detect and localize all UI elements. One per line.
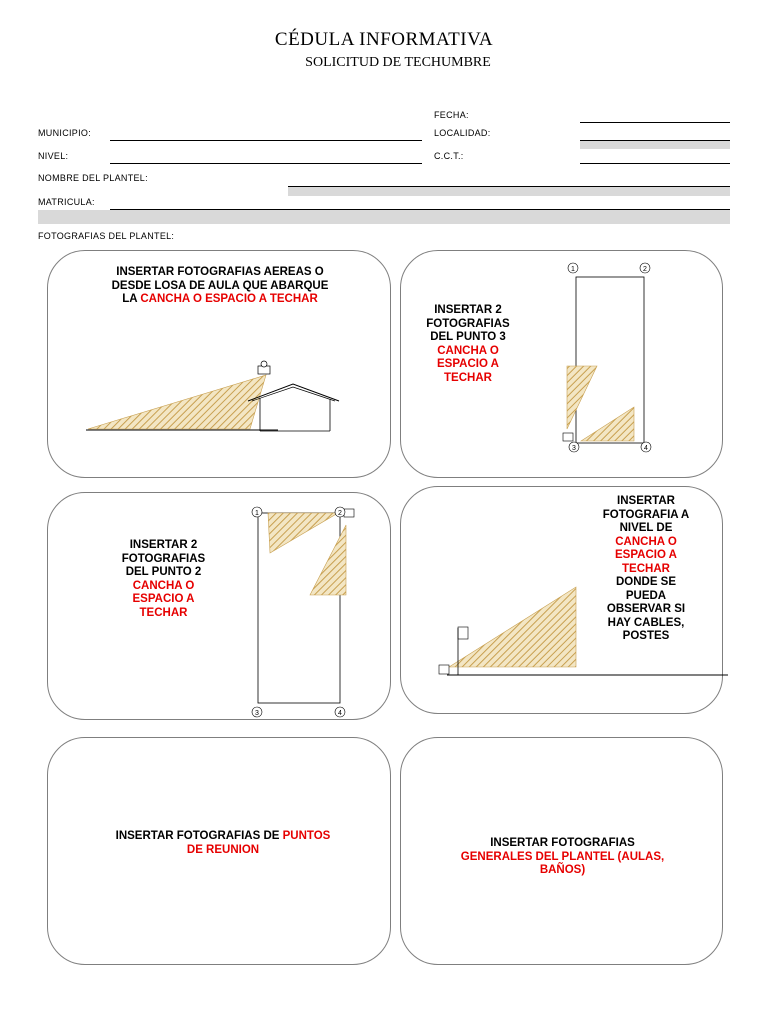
marker-3: 3 <box>572 445 576 452</box>
panel-nivel-text-6: TECHAR <box>622 562 670 575</box>
page-title: CÉDULA INFORMATIVA <box>274 29 494 50</box>
cct-label: C.C.T.: <box>434 151 464 161</box>
aerial-sketch <box>48 251 392 479</box>
nivel-label: NIVEL: <box>38 151 69 161</box>
panel-nivel-text-4: CANCHA O <box>615 535 677 548</box>
panel-p2-text-4: CANCHA O <box>132 579 195 592</box>
municipio-field[interactable] <box>110 140 422 141</box>
nombre-plantel-shade <box>288 187 730 196</box>
photo-panel-punto-2[interactable] <box>47 492 391 720</box>
panel-p2-text-3: DEL PUNTO 2 <box>125 566 202 578</box>
marker-3: 3 <box>255 710 259 717</box>
marker-1: 1 <box>255 510 259 517</box>
panel-nivel-text-7: DONDE SE <box>615 576 677 588</box>
photo-panel-nivel-cancha[interactable] <box>400 486 723 714</box>
page-subtitle: SOLICITUD DE TECHUMBRE <box>305 55 491 70</box>
panel-p2-text-6: TECHAR <box>139 606 188 619</box>
panel-generales-line3: BAÑOS) <box>539 864 586 876</box>
panel-aerial-line3: LA CANCHA O ESPACIO A TECHAR <box>122 293 318 305</box>
panel-p3-text-1: INSERTAR 2 <box>434 304 502 316</box>
panel-reunion-line2: DE REUNION <box>186 843 260 856</box>
marker-1: 1 <box>571 266 575 273</box>
panel-reunion-line1: INSERTAR FOTOGRAFIAS DE PUNTOS <box>115 830 331 842</box>
panel-aerial-line1: INSERTAR FOTOGRAFIAS AEREAS O <box>116 266 324 278</box>
panel-p2-text-2: FOTOGRAFIAS <box>121 552 206 565</box>
municipio-label: MUNICIPIO: <box>38 128 92 138</box>
nivel-field[interactable] <box>110 163 422 164</box>
marker-4: 4 <box>644 445 648 452</box>
fotografias-label: FOTOGRAFIAS DEL PLANTEL: <box>38 231 175 241</box>
punto-2-sketch <box>48 493 392 721</box>
photo-panel-aerial[interactable] <box>47 250 391 478</box>
matricula-shade <box>38 210 730 224</box>
photo-panel-puntos-reunion[interactable] <box>47 737 391 965</box>
panel-nivel-text-2: FOTOGRAFIA A <box>602 508 690 521</box>
panel-p3-text-2: FOTOGRAFIAS <box>426 317 510 330</box>
marker-2: 2 <box>643 266 647 273</box>
panel-nivel-text-8: PUEDA <box>625 589 667 602</box>
panel-nivel-text-5: ESPACIO A <box>615 549 677 561</box>
fecha-label: FECHA: <box>434 110 469 120</box>
panel-p2-text-1: INSERTAR 2 <box>129 539 198 551</box>
panel-p3-text-6: TECHAR <box>444 371 492 384</box>
panel-generales-line2: GENERALES DEL PLANTEL (AULAS, <box>460 850 665 863</box>
panel-p3-text-3: DEL PUNTO 3 <box>430 331 506 343</box>
photo-panel-generales[interactable] <box>400 737 723 965</box>
punto-3-sketch <box>401 251 724 479</box>
panel-nivel-text-9: OBSERVAR SI <box>606 603 686 615</box>
panel-nivel-text-11: POSTES <box>622 630 670 642</box>
nombre-plantel-label: NOMBRE DEL PLANTEL: <box>38 173 148 183</box>
photo-panel-punto-3[interactable] <box>400 250 723 478</box>
cct-field[interactable] <box>580 163 730 164</box>
panel-p3-text-5: ESPACIO A <box>437 358 499 370</box>
localidad-label: LOCALIDAD: <box>434 128 491 138</box>
panel-generales-line1: INSERTAR FOTOGRAFIAS <box>490 837 635 849</box>
panel-p2-text-5: ESPACIO A <box>132 593 195 605</box>
matricula-label: MATRICULA: <box>38 197 95 207</box>
marker-2: 2 <box>338 510 342 517</box>
panel-aerial-line2: DESDE LOSA DE AULA QUE ABARQUE <box>111 279 329 292</box>
marker-4: 4 <box>338 710 342 717</box>
fecha-field[interactable] <box>580 122 730 123</box>
panel-nivel-text-1: INSERTAR <box>617 495 675 507</box>
localidad-shade <box>580 141 730 149</box>
nivel-cancha-sketch <box>401 487 724 715</box>
panel-nivel-text-3: NIVEL DE <box>619 522 673 534</box>
panel-p3-text-4: CANCHA O <box>437 344 499 357</box>
panel-nivel-text-10: HAY CABLES, <box>607 616 685 629</box>
